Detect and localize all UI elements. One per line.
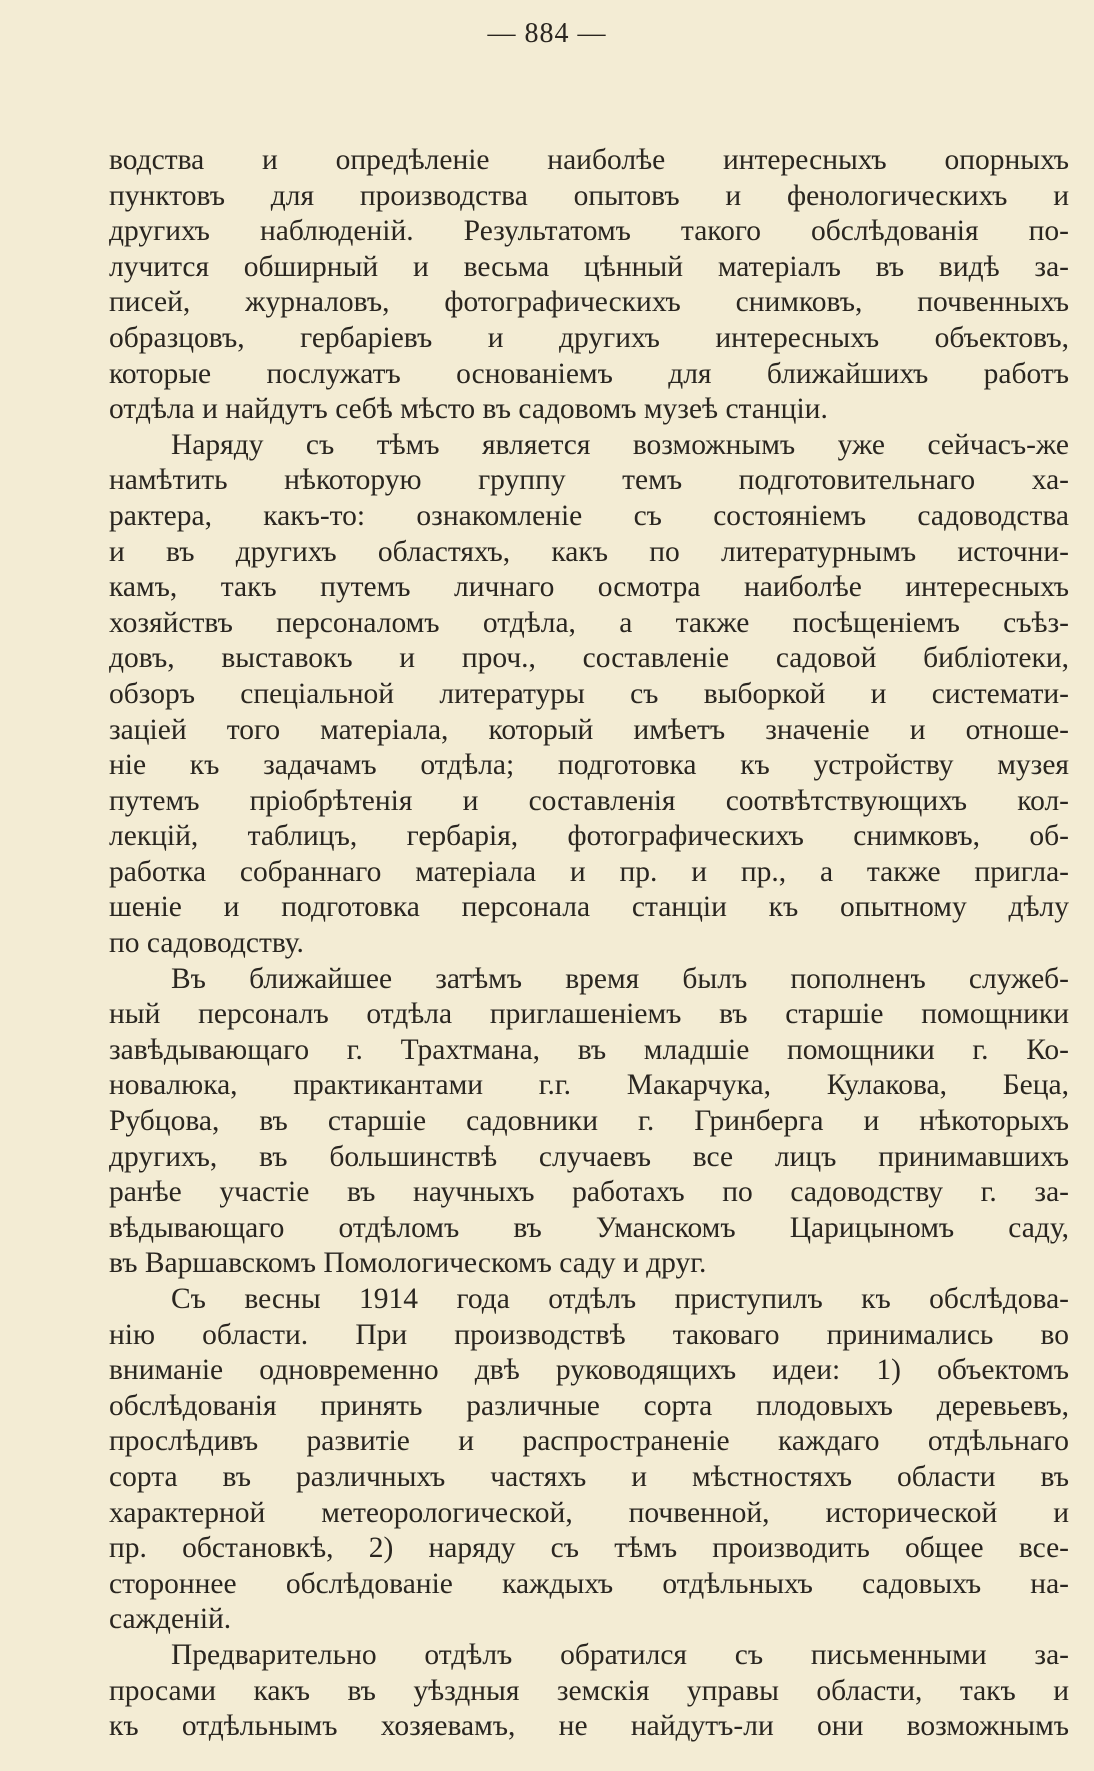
text-line: путемъ пріобрѣтенія и составленія соотвѣтствующихъ кол- [109, 784, 1069, 817]
text-line: обзоръ спеціальной литературы съ выборкой и системати- [109, 677, 1069, 710]
text-line: хозяйствъ персоналомъ отдѣла, а также посѣщеніемъ съѣз- [109, 606, 1069, 639]
text-line: характерной метеорологической, почвенной, исторической и [109, 1496, 1069, 1529]
text-line: писей, журналовъ, фотографическихъ снимковъ, почвенныхъ [109, 286, 1069, 319]
text-line: ранѣе участіе въ научныхъ работахъ по садоводству г. за- [109, 1176, 1069, 1209]
text-line: довъ, выставокъ и проч., составленіе садовой библіотеки, [109, 642, 1069, 675]
text-line: лекцій, таблицъ, гербарія, фотографическихъ снимковъ, об- [109, 820, 1069, 853]
text-line: шеніе и подготовка персонала станціи къ опытному дѣлу [109, 891, 1069, 924]
text-line: ніе къ задачамъ отдѣла; подготовка къ устройству музея [109, 749, 1069, 782]
text-line: нію области. При производствѣ таковаго принимались во [109, 1318, 1069, 1351]
page-number: — 884 — [487, 18, 607, 49]
text-line: водства и опредѣленіе наиболѣе интересныхъ опорныхъ [109, 144, 1069, 176]
text-line: другихъ, въ большинствѣ случаевъ все лицъ принимавшихъ [109, 1140, 1069, 1173]
text-line: рактера, какъ-то: ознакомленіе съ состояніемъ садоводства [109, 499, 1069, 532]
text-line: въ Варшавскомъ Помологическомъ саду и друг. [109, 1247, 707, 1280]
text-line: Предварительно отдѣлъ обратился съ письменными за- [171, 1638, 1069, 1671]
text-line: по садоводству. [109, 927, 304, 960]
text-line: сажденій. [109, 1603, 232, 1636]
body-text [109, 143, 1069, 1745]
text-line: сорта въ различныхъ частяхъ и мѣстностяхъ области въ [109, 1460, 1069, 1493]
text-line: обслѣдованія принять различные сорта плодовыхъ деревьевъ, [109, 1389, 1069, 1422]
text-line: заціей того матеріала, который имѣетъ значеніе и отноше- [109, 713, 1069, 746]
text-line: которые послужатъ основаніемъ для ближайшихъ работъ [109, 357, 1069, 390]
text-line: Наряду съ тѣмъ является возможнымъ уже сейчасъ-же [171, 428, 1069, 461]
text-line: отдѣла и найдутъ себѣ мѣсто въ садовомъ музеѣ станціи. [109, 393, 828, 426]
text-line: къ отдѣльнымъ хозяевамъ, не найдутъ-ли они возможнымъ [109, 1710, 1069, 1743]
text-line: и въ другихъ областяхъ, какъ по литературнымъ источни- [109, 535, 1069, 568]
text-line: Съ весны 1914 года отдѣлъ приступилъ къ обслѣдова- [171, 1283, 1069, 1315]
text-line: ный персоналъ отдѣла приглашеніемъ въ старшіе помощники [109, 998, 1069, 1031]
text-line: работка собраннаго матеріала и пр. и пр., а также пригла- [109, 855, 1069, 888]
text-line: лучится обширный и весьма цѣнный матеріалъ въ видѣ за- [109, 250, 1069, 283]
text-line: намѣтить нѣкоторую группу темъ подготовительнаго ха- [109, 464, 1069, 497]
text-line: вѣдывающаго отдѣломъ въ Уманскомъ Царицыномъ саду, [109, 1211, 1069, 1244]
text-line: просами какъ въ уѣздныя земскія управы области, такъ и [109, 1674, 1069, 1707]
text-line: образцовъ, гербаріевъ и другихъ интересныхъ объектовъ, [109, 321, 1069, 354]
text-line: другихъ наблюденій. Результатомъ такого обслѣдованія по- [109, 215, 1069, 248]
text-line: пунктовъ для производства опытовъ и фенологическихъ и [109, 179, 1069, 212]
text-line: стороннее обслѣдованіе каждыхъ отдѣльныхъ садовыхъ на- [109, 1567, 1069, 1600]
text-line: пр. обстановкѣ, 2) наряду съ тѣмъ производить общее все- [109, 1532, 1069, 1565]
text-line: камъ, такъ путемъ личнаго осмотра наиболѣе интересныхъ [109, 571, 1069, 604]
text-line: Рубцова, въ старшіе садовники г. Гринберга и нѣкоторыхъ [109, 1105, 1069, 1138]
text-line: вниманіе одновременно двѣ руководящихъ идеи: 1) объектомъ [109, 1354, 1069, 1387]
text-line: новалюка, практикантами г.г. Макарчука, Кулакова, Беца, [109, 1069, 1069, 1102]
text-line: Въ ближайшее затѣмъ время былъ пополненъ служеб- [171, 962, 1069, 995]
text-line: прослѣдивъ развитіе и распространеніе каждаго отдѣльнаго [109, 1425, 1069, 1458]
text-line: завѣдывающаго г. Трахтмана, въ младшіе помощники г. Ко- [109, 1033, 1069, 1066]
